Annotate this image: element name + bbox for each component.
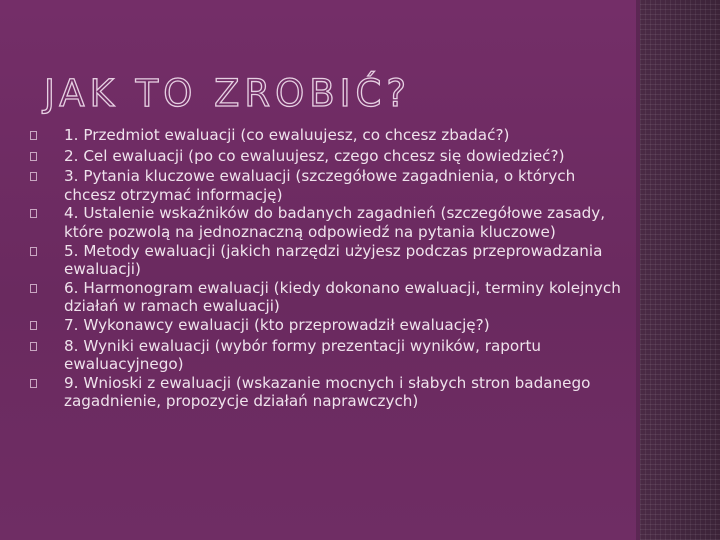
square-bullet-icon xyxy=(30,242,64,263)
list-item xyxy=(30,167,630,204)
decorative-side-panel xyxy=(640,0,720,540)
list-item-text: 3. Pytania kluczowe ewaluacji (szczegółowe zagadnienia, o których chcesz otrzymać informację) xyxy=(64,167,576,204)
list-item xyxy=(30,337,630,374)
list-item-text: 7. Wykonawcy ewaluacji (kto przeprowadził ewaluację?) xyxy=(64,315,490,334)
list-item-text: 9. Wnioski z ewaluacji (wskazanie mocnych i słabych stron badanego zagadnienie, propozycje działań naprawczych) xyxy=(64,373,591,411)
square-bullet-icon xyxy=(30,147,64,168)
list-item-text: 8. Wyniki ewaluacji (wybór formy prezentacji wyników, raportu ewaluacyjnego) xyxy=(64,336,542,374)
square-bullet-icon xyxy=(30,204,64,225)
square-bullet-icon xyxy=(30,279,64,300)
list-item xyxy=(30,374,630,411)
list-item xyxy=(30,242,630,279)
list-item xyxy=(30,147,630,168)
list-item xyxy=(30,204,630,241)
list-item xyxy=(30,126,630,147)
list-item-text: 1. Przedmiot ewaluacji (co ewaluujesz, co chcesz zbadać?) xyxy=(64,126,510,144)
list-item-text: 4. Ustalenie wskaźników do badanych zagadnień (szczegółowe zasady, które pozwolą na jednoznaczną odpowiedź na pytania kluczowe) xyxy=(64,204,606,241)
list-item xyxy=(30,316,630,337)
list-item-text: 2. Cel ewaluacji (po co ewaluujesz, czego chcesz się dowiedzieć?) xyxy=(64,146,565,165)
list-item xyxy=(30,279,630,316)
list-item-text: 6. Harmonogram ewaluacji (kiedy dokonano ewaluacji, terminy kolejnych działań w ramach ewaluacji) xyxy=(64,278,621,316)
slide-title: JAK TO ZROBIĆ? xyxy=(44,72,412,115)
square-bullet-icon xyxy=(30,316,64,337)
square-bullet-icon xyxy=(30,337,64,358)
bullet-list xyxy=(30,126,630,411)
list-item-text: 5. Metody ewaluacji (jakich narzędzi użyjesz podczas przeprowadzania ewaluacji) xyxy=(64,241,603,279)
square-bullet-icon xyxy=(30,374,64,395)
square-bullet-icon xyxy=(30,126,64,147)
square-bullet-icon xyxy=(30,167,64,188)
